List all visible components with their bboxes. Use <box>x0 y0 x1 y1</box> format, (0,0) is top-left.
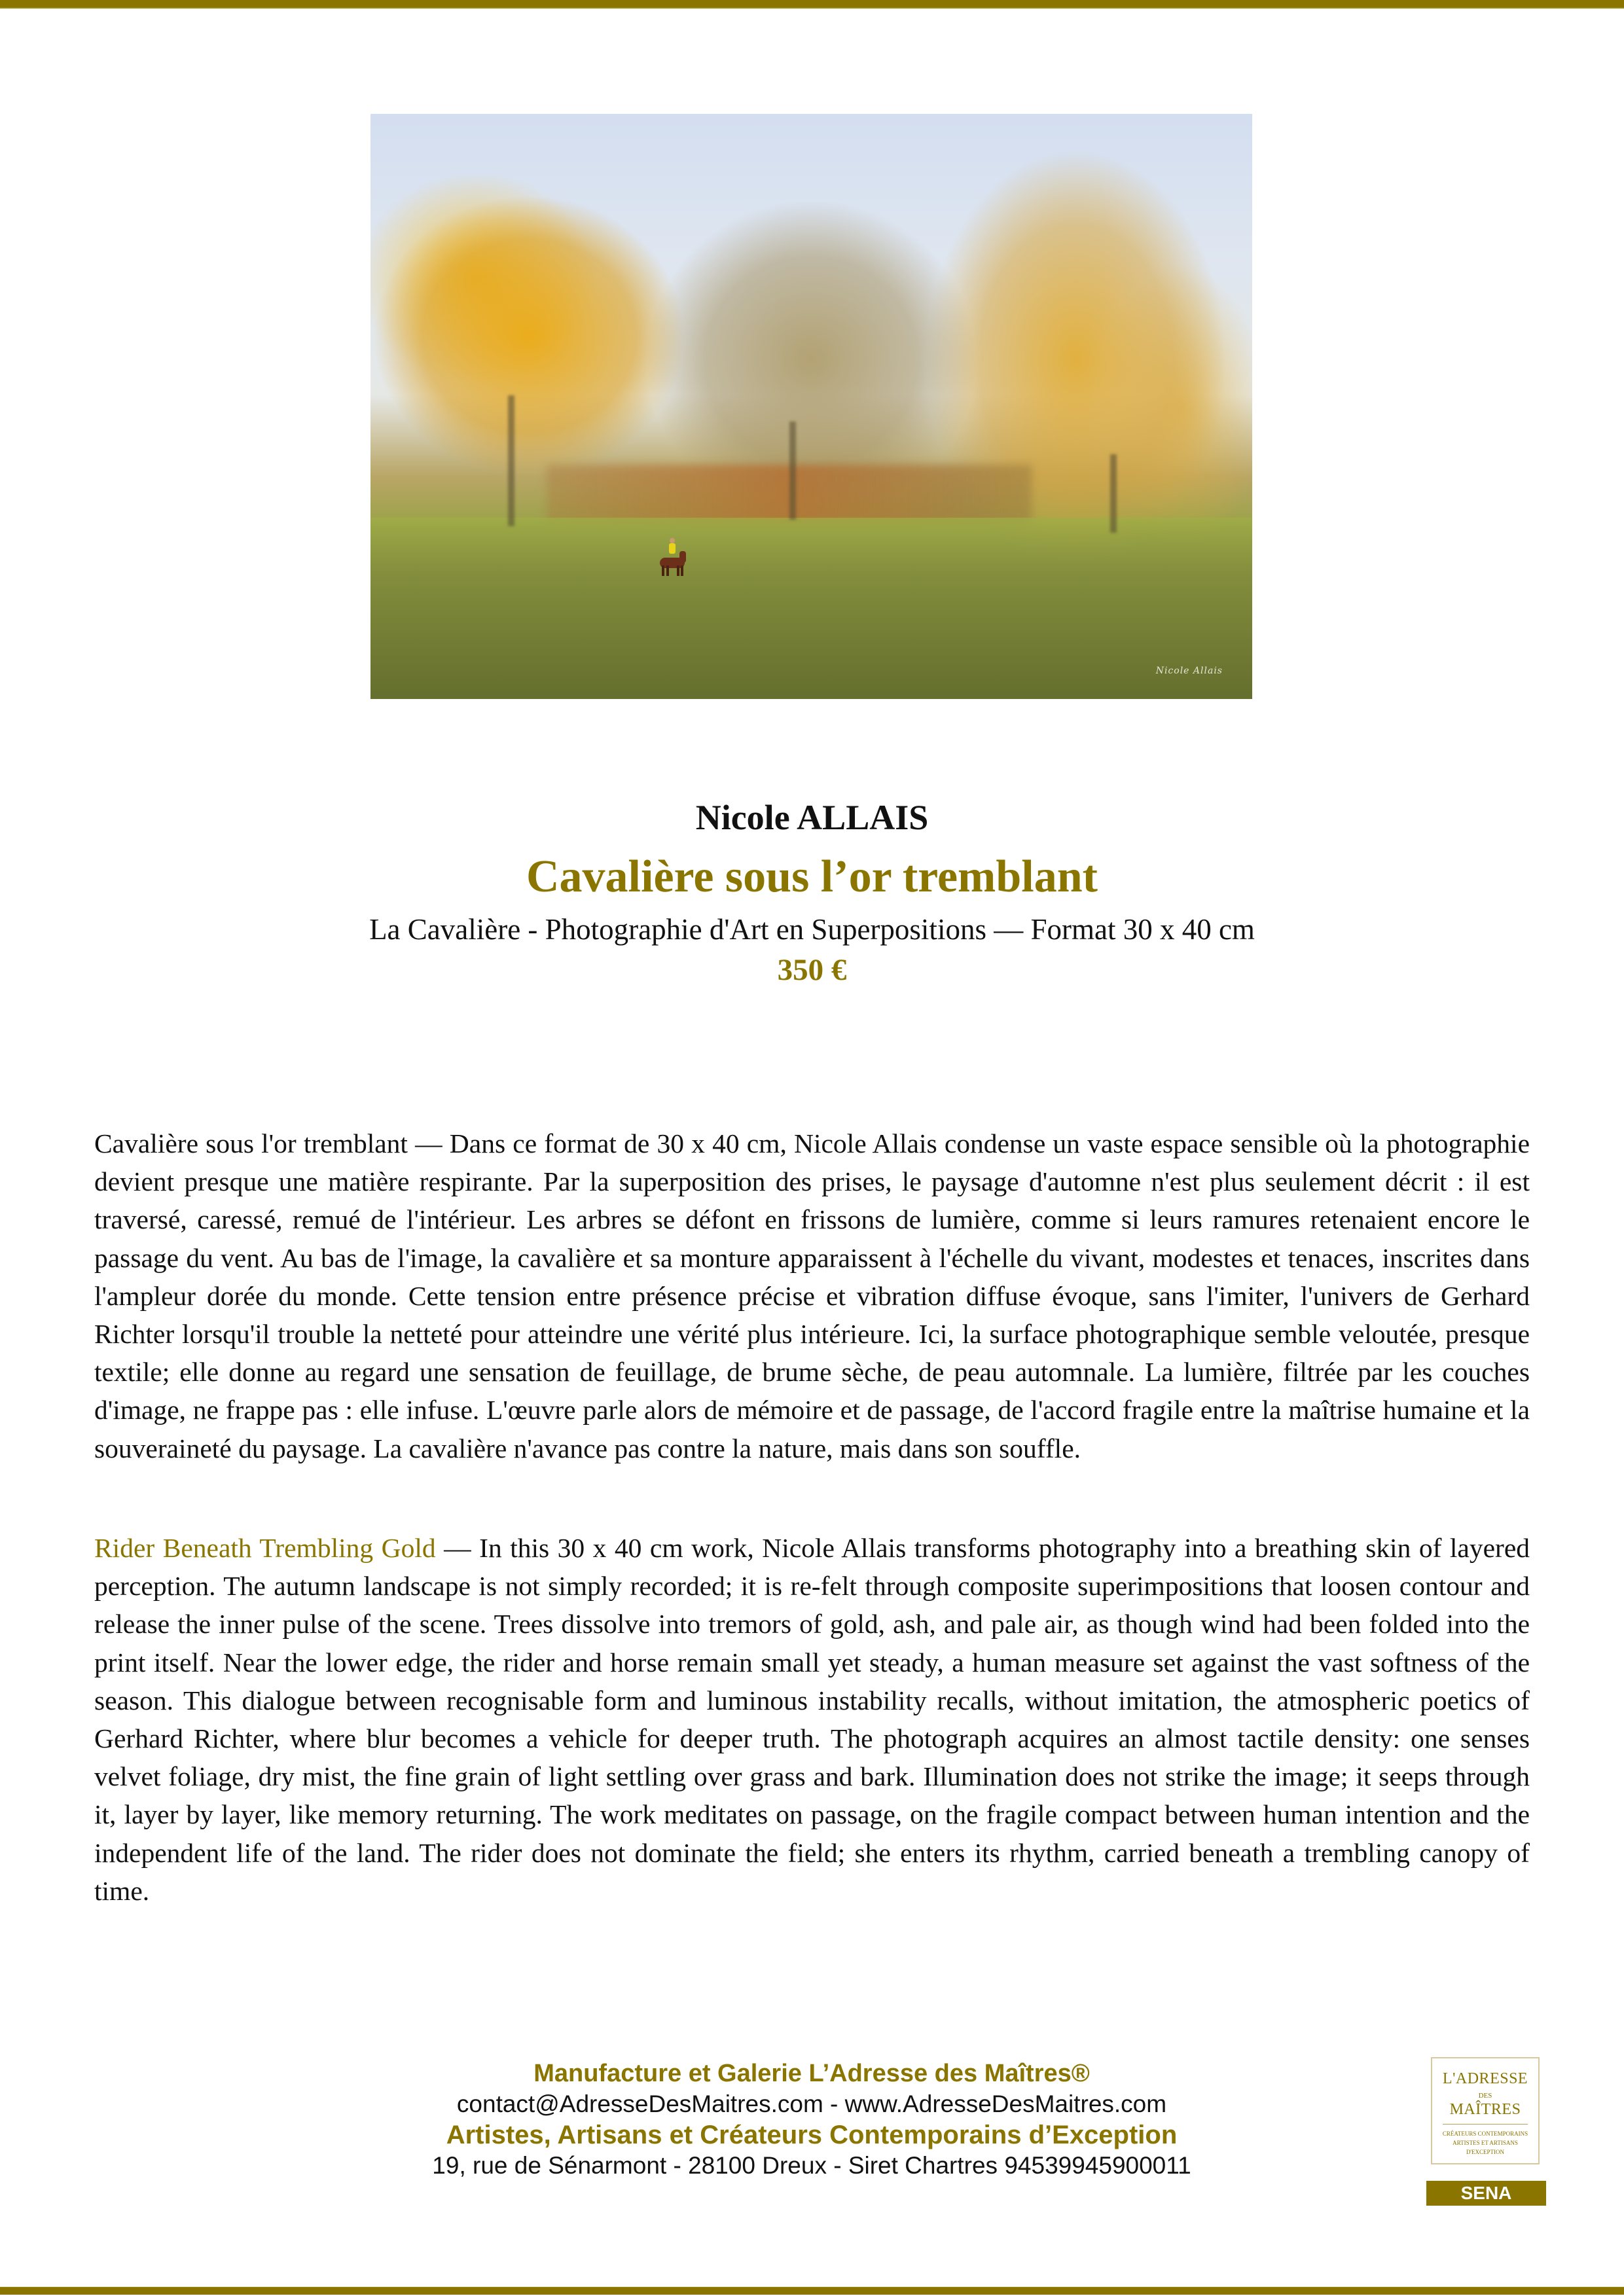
contact-line[interactable]: contact@AdresseDesMaitres.com - www.AdresseDesMaitres.com <box>456 2090 1167 2117</box>
artwork-photograph <box>370 114 1252 699</box>
tree-trunk <box>508 395 514 526</box>
tree-trunk <box>1110 454 1117 533</box>
gallery-name: Manufacture et Galerie L’Adresse des Maîtres® <box>533 2060 1090 2087</box>
logo-sub-1: CRÉATEURS CONTEMPORAINS <box>1442 2130 1528 2137</box>
gallery-address: 19, rue de Sénarmont - 28100 Dreux - Siret Chartres 94539945900011 <box>432 2152 1191 2179</box>
top-accent-bar <box>0 0 1624 9</box>
logo-sub-3: D'EXCEPTION <box>1466 2149 1505 2155</box>
english-title: Rider Beneath Trembling Gold <box>94 1533 436 1563</box>
logo-sub-2: ARTISTES ET ARTISANS <box>1453 2140 1518 2146</box>
artist-signature: Nicole Allais <box>1155 666 1223 676</box>
horse-and-rider <box>660 546 687 576</box>
description-english <box>94 1529 1530 1910</box>
sena-badge: SENA <box>1426 2181 1546 2206</box>
english-body: — In this 30 x 40 cm work, Nicole Allais transforms photography into a breathing skin of layered perception. The autumn landscape is not simply recorded; it is re-felt through composite superimpositions that loosen contour and release the inner pulse of the scene. Trees dissolve into tremors of gold, ash, and pale air, as though wind had been folded into the print itself. Near the lower edge, the rider and horse remain small yet steady, a human measure set against the vast softness of the season. This dialogue between recognisable form and luminous instability recalls, without imitation, the atmospheric poetics of Gerhard Richter, where blur becomes a vehicle for deeper truth. The photograph acquires an almost tactile density: one senses velvet foliage, dry mist, the fine grain of light settling over grass and bark. Illumination does not strike the image; it seeps through it, layer by layer, like memory returning. The work meditates on passage, on the fragile compact between human intention and the independent life of the land. The rider does not dominate the field; she enters its rhythm, carried beneath a trembling canopy of time. <box>94 1533 1530 1906</box>
tree-trunk <box>789 422 796 520</box>
logo-divider <box>1443 2124 1528 2125</box>
footer <box>353 2058 1270 2181</box>
logo-line-1: L'ADRESSE <box>1442 2070 1528 2087</box>
gallery-tagline: Artistes, Artisans et Créateurs Contemporains d’Exception <box>446 2121 1178 2149</box>
logo-line-2: DES <box>1478 2092 1492 2100</box>
artwork-subtitle: La Cavalière - Photographie d'Art en Superpositions — Format 30 x 40 cm <box>369 913 1255 946</box>
description-french: Cavalière sous l'or tremblant — Dans ce format de 30 x 40 cm, Nicole Allais condense un vaste espace sensible où la photographie devient presque une matière respirante. Par la superposition des prises, le paysage d'automne n'est plus seulement décrit : il est traversé, caressé, remué de l'intérieur. Les arbres se défont en frissons de lumière, comme si leurs ramures retenaient encore le passage du vent. Au bas de l'image, la cavalière et sa monture apparaissent à l'échelle du vivant, modestes et tenaces, inscrites dans l'ampleur dorée du monde. Cette tension entre présence précise et vibration diffuse évoque, sans l'imiter, l'univers de Gerhard Richter lorsqu'il trouble la netteté pour atteindre une vérité plus intérieure. Ici, la surface photographique semble veloutée, presque textile; elle donne au regard une sensation de feuillage, de brume sèche, de peau automnale. La lumière, filtrée par les couches d'image, ne frappe pas : elle infuse. L'œuvre parle alors de mémoire et de passage, de l'accord fragile entre la maîtrise humaine et la souveraineté du paysage. La cavalière n'avance pas contre la nature, mais dans son souffle. <box>94 1128 1530 1463</box>
logo-line-3: MAÎTRES <box>1449 2101 1521 2118</box>
gallery-logo <box>1431 2057 1540 2164</box>
bottom-accent-bar <box>0 2287 1624 2295</box>
meadow <box>370 518 1252 699</box>
artwork-price: 350 € <box>777 953 847 987</box>
artwork-title: Cavalière sous l’or tremblant <box>526 852 1098 902</box>
artist-name: Nicole ALLAIS <box>695 798 929 837</box>
